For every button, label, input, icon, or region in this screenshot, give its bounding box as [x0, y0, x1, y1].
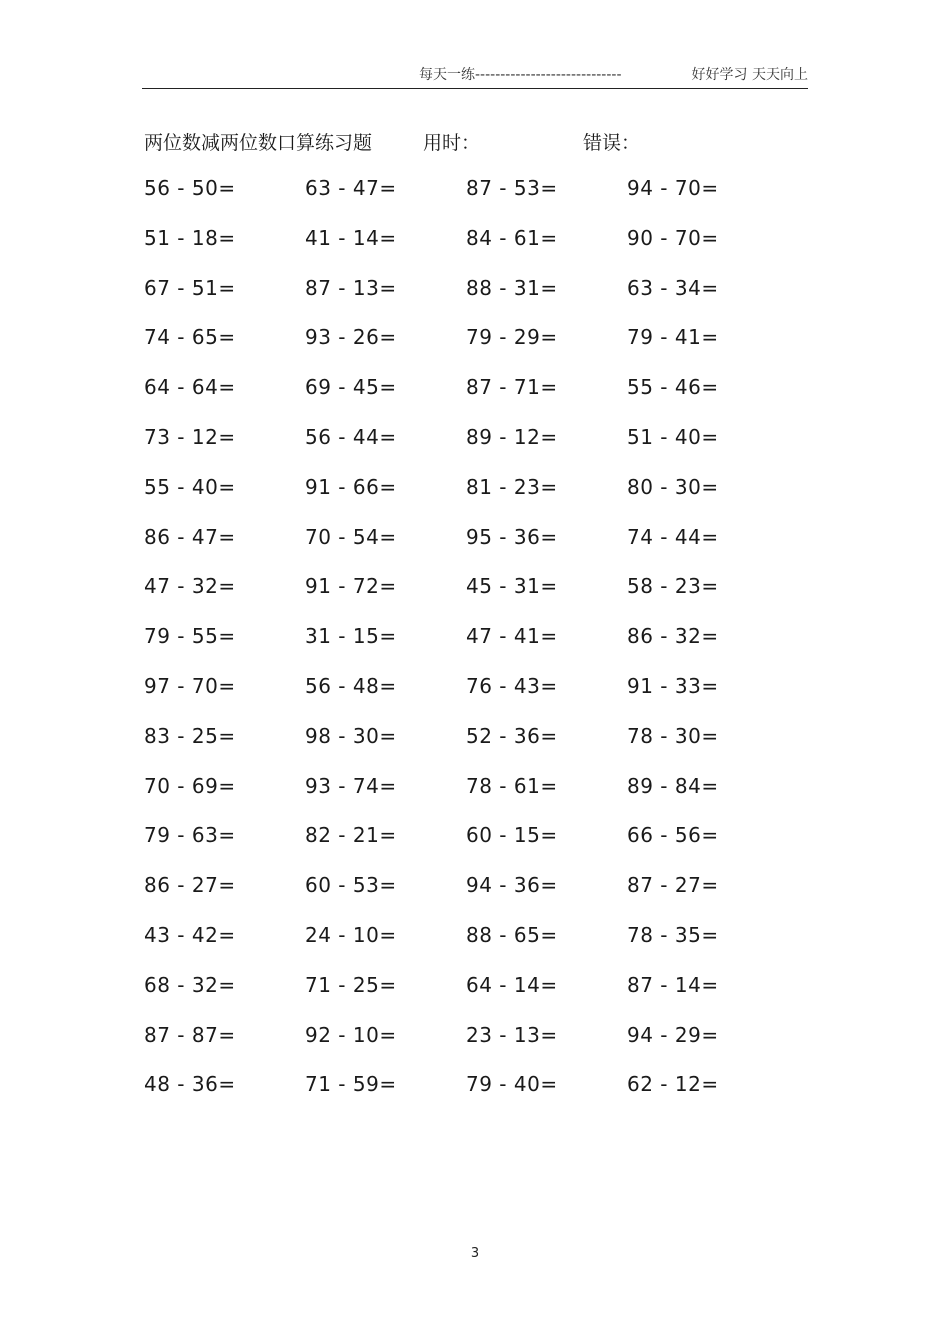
- time-label: 用时：: [423, 132, 481, 154]
- header-left-text: 每天一练-----------------------------: [419, 67, 622, 83]
- problem-item: 88 - 65=: [466, 922, 558, 947]
- problem-item: 74 - 65=: [144, 325, 236, 350]
- problem-item: 78 - 35=: [627, 922, 719, 947]
- problem-item: 79 - 63=: [144, 823, 236, 848]
- problem-item: 91 - 72=: [305, 574, 397, 599]
- page-number: 3: [470, 1246, 480, 1261]
- problem-item: 86 - 47=: [144, 524, 236, 549]
- problem-item: 60 - 53=: [305, 873, 397, 898]
- problem-item: 31 - 15=: [305, 624, 397, 649]
- problem-item: 41 - 14=: [305, 225, 397, 250]
- problem-item: 70 - 69=: [144, 773, 236, 798]
- problem-item: 66 - 56=: [627, 823, 719, 848]
- problem-item: 47 - 41=: [466, 624, 558, 649]
- problem-item: 86 - 27=: [144, 873, 236, 898]
- problem-item: 23 - 13=: [466, 1022, 558, 1047]
- problem-item: 83 - 25=: [144, 723, 236, 748]
- problem-item: 78 - 30=: [627, 723, 719, 748]
- problem-item: 51 - 40=: [627, 424, 719, 449]
- problem-item: 84 - 61=: [466, 225, 558, 250]
- problem-item: 93 - 74=: [305, 773, 397, 798]
- worksheet-title-bar: [144, 128, 784, 156]
- problem-item: 95 - 36=: [466, 524, 558, 549]
- problem-item: 79 - 29=: [466, 325, 558, 350]
- problem-item: 81 - 23=: [466, 474, 558, 499]
- problem-item: 98 - 30=: [305, 723, 397, 748]
- problem-item: 89 - 12=: [466, 424, 558, 449]
- problem-item: 87 - 27=: [627, 873, 719, 898]
- header-dashes: -----------------------------: [475, 67, 622, 83]
- problem-item: 71 - 25=: [305, 972, 397, 997]
- problem-item: 87 - 87=: [144, 1022, 236, 1047]
- problem-item: 48 - 36=: [144, 1072, 236, 1097]
- problem-item: 56 - 48=: [305, 673, 397, 698]
- problem-item: 87 - 13=: [305, 275, 397, 300]
- problem-item: 97 - 70=: [144, 673, 236, 698]
- problem-item: 94 - 29=: [627, 1022, 719, 1047]
- problem-item: 64 - 14=: [466, 972, 558, 997]
- problem-item: 92 - 10=: [305, 1022, 397, 1047]
- problem-item: 94 - 70=: [627, 176, 719, 200]
- problem-item: 91 - 33=: [627, 673, 719, 698]
- problem-item: 45 - 31=: [466, 574, 558, 599]
- problem-item: 79 - 40=: [466, 1072, 558, 1097]
- problem-item: 87 - 53=: [466, 176, 558, 200]
- problem-item: 63 - 34=: [627, 275, 719, 300]
- problem-item: 64 - 64=: [144, 375, 236, 400]
- problem-item: 80 - 30=: [627, 474, 719, 499]
- problem-item: 74 - 44=: [627, 524, 719, 549]
- problem-item: 94 - 36=: [466, 873, 558, 898]
- problem-item: 71 - 59=: [305, 1072, 397, 1097]
- problem-item: 55 - 40=: [144, 474, 236, 499]
- problem-item: 87 - 14=: [627, 972, 719, 997]
- problem-item: 60 - 15=: [466, 823, 558, 848]
- problem-item: 86 - 32=: [627, 624, 719, 649]
- header-divider: [142, 88, 808, 89]
- problem-item: 24 - 10=: [305, 922, 397, 947]
- problem-item: 51 - 18=: [144, 225, 236, 250]
- problem-item: 68 - 32=: [144, 972, 236, 997]
- problem-item: 58 - 23=: [627, 574, 719, 599]
- problem-item: 56 - 44=: [305, 424, 397, 449]
- problem-item: 47 - 32=: [144, 574, 236, 599]
- problem-item: 52 - 36=: [466, 723, 558, 748]
- problem-item: 43 - 42=: [144, 922, 236, 947]
- problem-item: 73 - 12=: [144, 424, 236, 449]
- problem-item: 63 - 47=: [305, 176, 397, 200]
- problem-item: 56 - 50=: [144, 176, 236, 200]
- problem-item: 62 - 12=: [627, 1072, 719, 1097]
- problem-item: 69 - 45=: [305, 375, 397, 400]
- errors-label: 错误：: [583, 132, 641, 154]
- problem-item: 67 - 51=: [144, 275, 236, 300]
- problem-item: 79 - 41=: [627, 325, 719, 350]
- problem-item: 78 - 61=: [466, 773, 558, 798]
- problem-item: 88 - 31=: [466, 275, 558, 300]
- problem-item: 93 - 26=: [305, 325, 397, 350]
- problem-item: 70 - 54=: [305, 524, 397, 549]
- header-right-text: 好好学习 天天向上: [691, 67, 808, 83]
- problem-item: 79 - 55=: [144, 624, 236, 649]
- problem-item: 89 - 84=: [627, 773, 719, 798]
- problem-item: 91 - 66=: [305, 474, 397, 499]
- problem-item: 76 - 43=: [466, 673, 558, 698]
- worksheet-title: 两位数减两位数口算练习题: [144, 132, 373, 154]
- problem-item: 87 - 71=: [466, 375, 558, 400]
- problem-item: 55 - 46=: [627, 375, 719, 400]
- problem-item: 82 - 21=: [305, 823, 397, 848]
- page-header: [142, 64, 808, 86]
- problem-item: 90 - 70=: [627, 225, 719, 250]
